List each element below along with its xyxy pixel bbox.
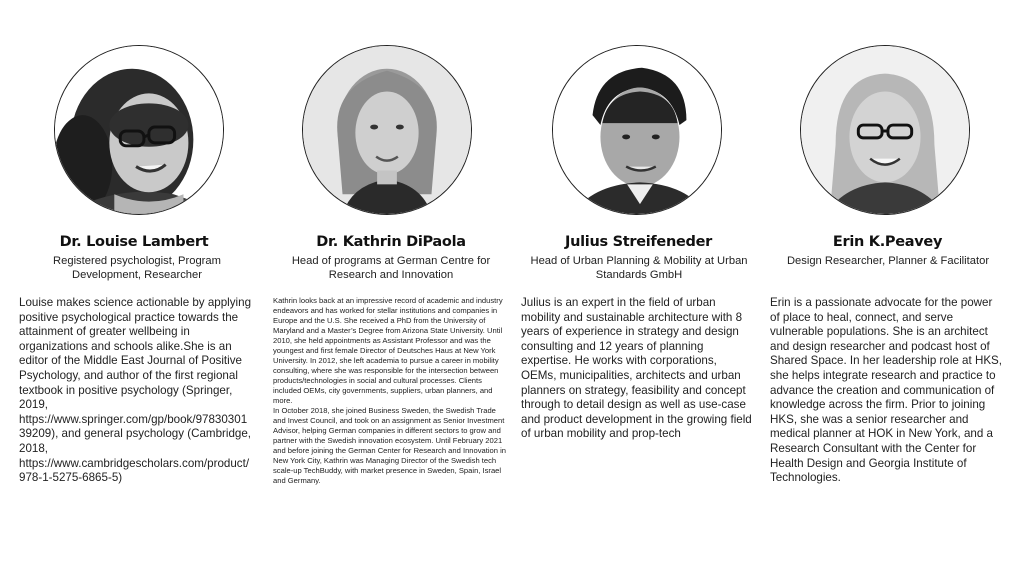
portrait-julius-image	[553, 46, 721, 214]
bio-paragraph: Kathrin looks back at an impressive record of academic and industry endeavors and has worked for stellar institutions and companies in Europe and the U.S. She received a PhD from the University of Maryland and a Master’s Degree from Arizona State University. Until 2010, she held appointments as Assistant Professor and was the youngest and first female Director of Deutsches Haus at New York University. In 2012, she left academia to pursue a career in mobility consulting, where she was responsible for the intersection between products/technologies in social and cultural processes. Clients included OEMs, city governments, suppliers, urban planners, and more.	[273, 296, 503, 405]
person-bio	[521, 296, 753, 442]
portrait-kathrin-image	[303, 46, 471, 214]
person-role: Head of Urban Planning & Mobility at Urban Standards GmbH	[530, 255, 748, 281]
person-bio	[273, 296, 509, 486]
person-name: Dr. Kathrin DiPaola	[316, 234, 466, 250]
portrait-photo	[552, 45, 722, 215]
bio-paragraph: Louise makes science actionable by applying positive psychological practice towards the attainment of greater wellbeing in organizations and schools alike.She is an editor of the Middle East Journal of Positive Psychology, and author of the first regional textbook in positive psychology (Springer, 2019, https://www.springer.com/gp/book/9783030139209), and general psychology (Cambridge, 2018, https://www.cambridgescholars.com/product/978-1-5275-6865-5)	[19, 296, 252, 485]
person-role: Head of programs at German Centre for Research and Innovation	[291, 255, 491, 281]
portrait-louise-image	[55, 46, 223, 214]
bio-paragraph: Julius is an expert in the field of urban mobility and sustainable architecture with 8 years of experience in strategy and design consulting and 12 years of planning expertise. He works with corporations, OEMs, municipalities, architects and urban planners on strategy, feasibility and concept through to detail design as well as use-case and product development in the growing field of urban mobility and prop-tech	[521, 296, 752, 441]
person-bio	[19, 296, 253, 486]
bio-paragraph: Erin is a passionate advocate for the power of place to heal, connect, and serve vulnerable populations. She is an architect and design researcher and podcast host of Shared Space. In her leadership role at HKS, she helps integrate research and practice to advance the creation and communication of knowledge across the firm. Prior to joining HKS, she was a senior researcher and medical planner at HOK in New York, and a Research Consultant with the Center for Health Design and Georgia Institute of Technologies.	[770, 296, 1003, 485]
portrait-photo	[800, 45, 970, 215]
person-role: Design Researcher, Planner & Facilitator	[786, 255, 990, 267]
person-name: Erin K.Peavey	[832, 234, 943, 250]
person-name: Dr. Louise Lambert	[59, 234, 209, 250]
portrait-erin-image	[801, 46, 969, 214]
person-name: Julius Streifeneder	[565, 234, 712, 250]
portrait-photo	[54, 45, 224, 215]
person-bio	[770, 296, 1004, 486]
portrait-photo	[302, 45, 472, 215]
person-role: Registered psychologist, Program Development, Researcher	[53, 255, 221, 281]
bio-paragraph: In October 2018, she joined Business Sweden, the Swedish Trade and Invest Council, and took on an assignment as Senior Investment Advisor, helping German companies in different sectors to grow and partner with the Swedish innovation ecosystem. Until February 2021 and before joining the German Center for Research and Innovation in New York City, Kathrin was Managing Director of the Swedish tech scale-up TechBuddy, with market presence in Sweden, Spain, Israel and Germany.	[273, 406, 507, 485]
